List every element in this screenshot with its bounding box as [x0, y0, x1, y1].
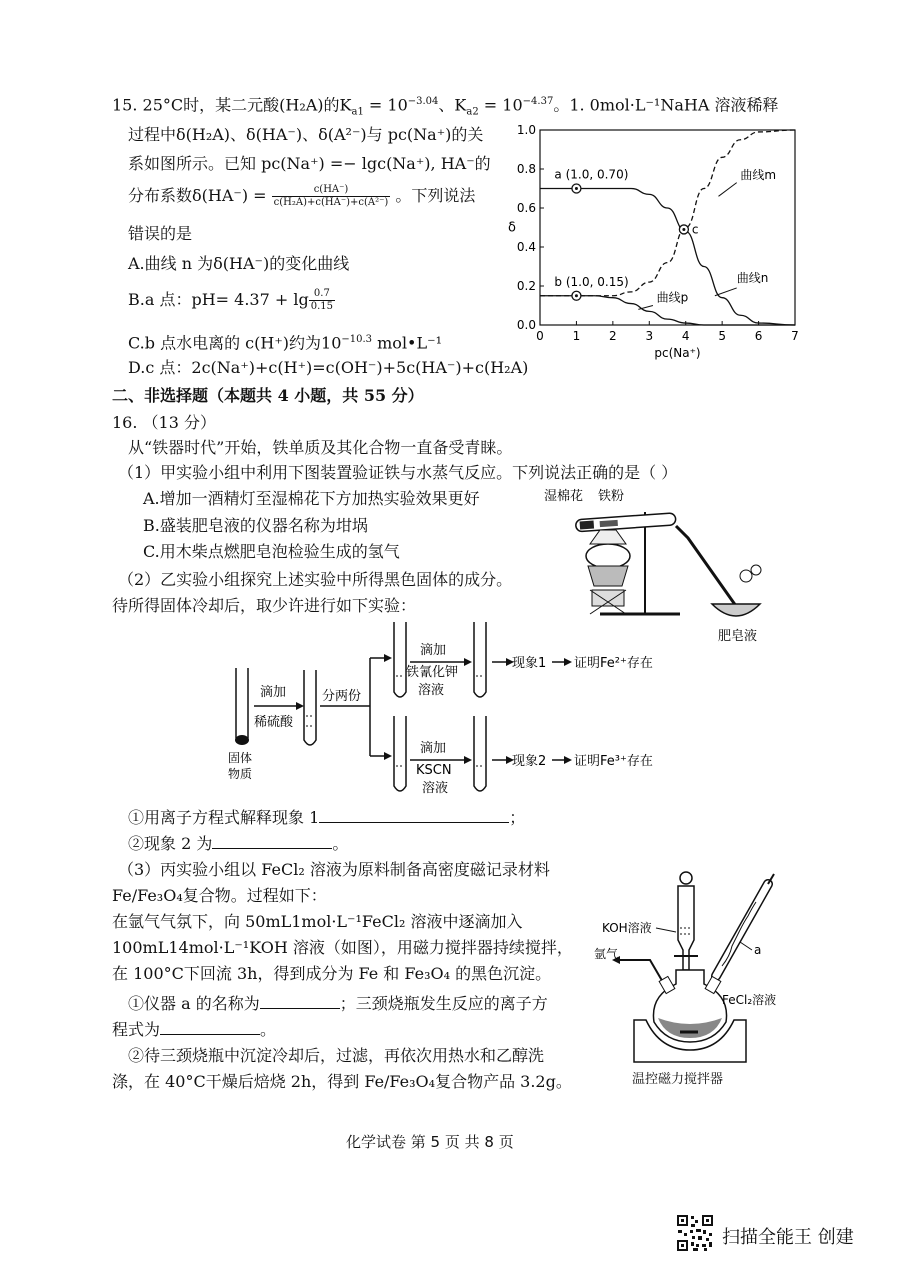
kscn-label-2: 溶液 [422, 781, 449, 796]
x-tick-label: 2 [609, 329, 617, 343]
curve-n-label: 曲线n [736, 271, 769, 286]
solid-label-2: 物质 [228, 767, 253, 781]
q16-part3-question1: ①仪器 a 的名称为 ；三颈烧瓶发生反应的离子方 [128, 994, 548, 1013]
q15-line5: 错误的是 [128, 224, 193, 243]
point-label: c [691, 222, 699, 237]
x-tick-label: 4 [681, 329, 690, 343]
curve-m-label: 曲线m [740, 167, 777, 182]
point-center [575, 294, 578, 297]
distribution-chart [500, 118, 810, 370]
y-tick-label: 0.6 [516, 201, 536, 215]
point-label: b (1.0, 0.15) [554, 274, 629, 289]
solid-test-tube [236, 668, 248, 743]
q16-part3-line1: （3）丙实验小组以 FeCl₂ 溶液为原料制备高密度磁记录材料 [118, 860, 550, 879]
instrument-a-label: a [754, 943, 762, 957]
x-tick-label: 0 [536, 329, 544, 343]
q16-part3-question2-cont: 涤，在 40°C干燥后焙烧 2h，得到 Fe/Fe₃O₄复合物产品 3.2g。 [112, 1072, 572, 1091]
section-heading: 二、非选择题（本题共 4 小题，共 55 分） [112, 386, 424, 405]
wet-cotton-label: 湿棉花 [544, 489, 584, 504]
iron-powder-label: 铁粉 [598, 489, 625, 504]
q16-part1-option-a: A.增加一酒精灯至湿棉花下方加热实验效果更好 [143, 489, 480, 508]
answer-blank-4[interactable] [160, 1020, 260, 1035]
option-b-fraction: $\frac{0.7}{0.15}$ [310, 288, 333, 312]
test-flow-diagram [220, 616, 680, 806]
q16-part3-line3: 在氩气气氛下，向 50mL1mol·L⁻¹FeCl₂ 溶液中逐滴加入 [112, 912, 523, 931]
ferricyanide-label-2: 溶液 [418, 683, 445, 698]
x-tick-label: 5 [718, 329, 726, 343]
argon-label: 氩气 [594, 947, 619, 961]
q15-line3: 系如图所示。已知 pc(Na⁺) =− lgc(Na⁺), HA⁻的 [128, 154, 491, 173]
x-tick-label: 3 [645, 329, 654, 343]
acid-test-tube [304, 670, 316, 745]
add-label-2: 滴加 [420, 643, 447, 658]
x-tick-label: 6 [754, 329, 763, 343]
add-label-1: 滴加 [260, 685, 287, 700]
q16-part2-question2: ②现象 2 为 。 [128, 834, 349, 853]
kscn-label-1: KSCN [416, 763, 452, 778]
x-axis-label: pc(Na⁺) [654, 346, 701, 360]
q16-part2: （2）乙实验小组探究上述实验中所得黑色固体的成分。 [118, 570, 513, 589]
q16-part3-line4: 100mL14mol·L⁻¹KOH 溶液（如图），用磁力搅拌器持续搅拌， [112, 938, 573, 957]
y-tick-label: 0.0 [516, 318, 536, 332]
q15-line4: 分布系数δ(HA⁻) = $\frac{c(HA^-)}{\text{c(H₂A)+c(HA⁻)+c(A²⁻)}}$ 。下列说法 [128, 184, 476, 208]
soap-solution-label: 肥皂液 [718, 629, 758, 644]
q16-part2-line2: 待所得固体冷却后，取少许进行如下实验： [112, 596, 417, 615]
q16-part3-line2: Fe/Fe₃O₄复合物。过程如下： [112, 886, 327, 905]
distribution-fraction: $\frac{c(HA^-)}{\text{c(H₂A)+c(HA⁻)+c(A²⁻)}}$ [273, 184, 389, 208]
dilute-acid-label: 稀硫酸 [254, 715, 294, 730]
koh-solution-label: KOH溶液 [602, 921, 652, 935]
q16-part1: （1）甲实验小组中利用下图装置验证铁与水蒸气反应。下列说法正确的是（ ） [118, 463, 678, 482]
q16-part1-option-b: B.盛装肥皂液的仪器名称为坩埚 [143, 516, 368, 535]
y-tick-label: 0.2 [516, 279, 536, 293]
three-neck-flask-apparatus [590, 866, 800, 1066]
y-tick-label: 0.4 [516, 240, 536, 254]
observation-1-label: 现象1 [512, 656, 547, 671]
x-tick-label: 1 [572, 329, 581, 343]
q15-option-c: C.b 点水电离的 c(H⁺)约为$10^{-10.3}$ mol•L⁻¹ [128, 333, 442, 353]
point-center [575, 187, 578, 190]
q15-option-d: D.c 点：2c(Na⁺)+c(H⁺)=c(OH⁻)+5c(HA⁻)+c(H₂A) [128, 358, 529, 377]
q15-line2: 过程中δ(H₂A)、δ(HA⁻)、δ(A²⁻)与 pc(Na⁺)的关 [128, 125, 484, 144]
prove-fe3-label: 证明Fe³⁺存在 [574, 754, 653, 769]
q16-intro: 从“铁器时代”开始，铁单质及其化合物一直备受青睐。 [128, 438, 513, 457]
prove-fe2-label: 证明Fe²⁺存在 [574, 656, 653, 671]
page-footer: 化学试卷 第 5 页 共 8 页 [346, 1133, 514, 1151]
point-label: a (1.0, 0.70) [554, 167, 629, 182]
ferricyanide-label-1: 铁氰化钾 [406, 665, 459, 680]
answer-blank-3[interactable] [260, 994, 340, 1009]
y-tick-label: 0.8 [516, 162, 536, 176]
q16-heading: 16. （13 分） [112, 413, 216, 432]
x-tick-label: 7 [791, 329, 799, 343]
q16-part3-question2: ②待三颈烧瓶中沉淀冷却后，过滤，再依次用热水和乙醇洗 [128, 1046, 545, 1065]
split-label: 分两份 [322, 689, 362, 704]
add-label-3: 滴加 [420, 741, 447, 756]
answer-blank-2[interactable] [212, 834, 332, 849]
observation-2-label: 现象2 [512, 754, 547, 769]
answer-blank-1[interactable] [319, 808, 509, 823]
q15-option-a: A.曲线 n 为δ(HA⁻)的变化曲线 [128, 254, 350, 273]
qr-code-icon [676, 1214, 714, 1252]
point-center [682, 228, 685, 231]
scanner-watermark: 扫描全能王 创建 [722, 1227, 854, 1248]
q15-line1: 15. 25°C时，某二元酸(H₂A)的$K_{a1} = 10^{-3.04}$、$K_{a2} = 10^{-4.37}$。1. 0mol·L⁻¹NaHA 溶液稀释 [112, 95, 779, 118]
q16-part1-option-c: C.用木柴点燃肥皂泡检验生成的氢气 [143, 542, 400, 561]
q16-part3-line5: 在 100°C下回流 3h，得到成分为 Fe 和 Fe₃O₄ 的黑色沉淀。 [112, 964, 552, 983]
magnetic-stirrer-label: 温控磁力搅拌器 [632, 1072, 724, 1087]
y-axis-label: δ [508, 220, 516, 236]
curve-n-leader [715, 288, 737, 296]
q16-part3-question1-cont: 程式为 。 [112, 1020, 277, 1039]
curve-p-label: 曲线p [656, 290, 689, 305]
curve-m-leader [719, 183, 737, 197]
q15-option-b: B.a 点：pH= 4.37 + lg $\frac{0.7}{0.15}$ [128, 288, 333, 312]
solid-label-1: 固体 [228, 751, 253, 765]
fecl2-solution-label: FeCl₂溶液 [722, 993, 777, 1007]
q16-part2-question1: ①用离子方程式解释现象 1 ； [128, 808, 526, 827]
y-tick-label: 1.0 [516, 123, 536, 137]
